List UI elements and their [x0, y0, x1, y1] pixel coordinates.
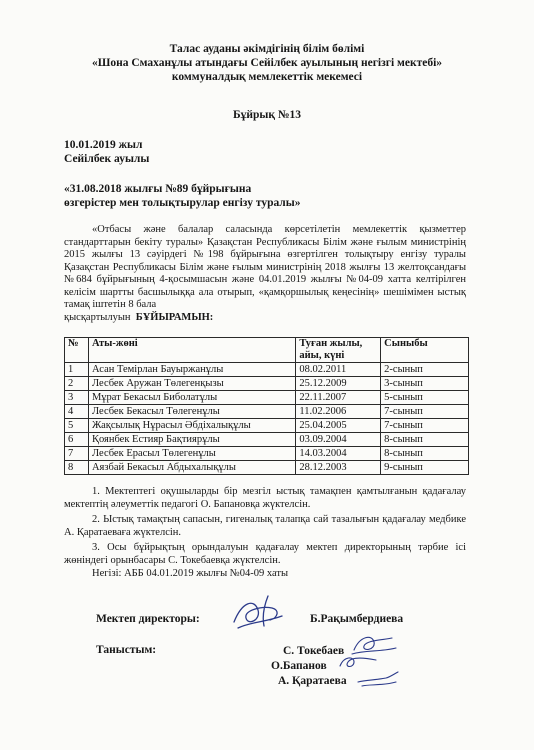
header-cell-birthdate: Туған жылы, айы, күні — [296, 338, 381, 363]
director-signature-icon — [228, 592, 288, 634]
signer-name-2: О.Бапанов — [271, 660, 327, 672]
signer-name-3: А. Қаратаева — [278, 675, 347, 687]
cell-birthdate: 11.02.2006 — [296, 405, 381, 419]
director-name: Б.Рақымбердиева — [310, 613, 404, 625]
cell-number: 4 — [65, 405, 89, 419]
signature-3-icon — [356, 668, 400, 690]
order-basis: Негізі: АББ 04.01.2019 жылғы №04-09 хаты — [92, 568, 289, 579]
cell-name: Асан Темірлан Бауыржанұлы — [88, 363, 295, 377]
table-row — [65, 433, 469, 447]
header-line-3: коммуналдық мемлекеттік мекемесі — [171, 71, 363, 83]
cell-birthdate: 28.12.2003 — [296, 461, 381, 475]
cell-number: 5 — [65, 419, 89, 433]
cell-number: 7 — [65, 447, 89, 461]
cell-birthdate: 25.12.2009 — [296, 377, 381, 391]
cell-grade: 7-сынып — [381, 405, 469, 419]
director-label: Мектеп директоры: — [96, 613, 200, 625]
preamble-paragraph — [64, 224, 466, 324]
cell-birthdate: 03.09.2004 — [296, 433, 381, 447]
students-table — [64, 337, 469, 475]
order-word: БҰЙЫРАМЫН: — [135, 311, 214, 323]
cell-name: Жақсылық Нұрасыл Әбдіхалықұлы — [88, 419, 295, 433]
table-row — [65, 419, 469, 433]
order-title: Бұйрық №13 — [233, 109, 301, 121]
table-row — [65, 377, 469, 391]
cell-grade: 8-сынып — [381, 433, 469, 447]
cell-number: 1 — [65, 363, 89, 377]
order-place: Сейілбек ауылы — [64, 153, 150, 165]
header-line-2: «Шона Смаханұлы атындағы Сейілбек ауылының негізгі мектебі» — [91, 57, 443, 69]
table-row — [65, 447, 469, 461]
cell-number: 2 — [65, 377, 89, 391]
cell-name: Аязбай Бекасыл Абдыхалықұлы — [88, 461, 295, 475]
order-date: 10.01.2019 жыл — [64, 139, 143, 151]
table-header-row — [65, 338, 469, 363]
order-item-2: 2. Ыстық тамақтың сапасын, гигеналық талапқа сай тазалығын қадағалау медбике А. Қаратаеваға жүктелсін. — [64, 514, 466, 538]
cell-number: 8 — [65, 461, 89, 475]
cell-number: 6 — [65, 433, 89, 447]
header-line-1: Талас ауданы әкімдігінің білім бөлімі — [169, 43, 365, 55]
order-item-1: 1. Мектептегі оқушыларды бір мезгіл ыстық тамақпен қамтылғанын қадағалау мектептің әлеуметтік педагогі О. Бапановқа жүктелсін. — [64, 486, 466, 510]
subject-line-2: өзгерістер мен толықтырулар енгізу туралы» — [64, 197, 301, 209]
cell-grade: 9-сынып — [381, 461, 469, 475]
cell-grade: 8-сынып — [381, 447, 469, 461]
cell-name: Лесбек Ерасыл Төлегенұлы — [88, 447, 295, 461]
table-row — [65, 461, 469, 475]
cell-grade: 2-сынып — [381, 363, 469, 377]
cell-grade: 5-сынып — [381, 391, 469, 405]
preamble-last-line: қысқартылуын — [64, 311, 131, 323]
cell-name: Қоянбек Естияр Бақтиярұлы — [88, 433, 295, 447]
subject-line-1: «31.08.2018 жылғы №89 бұйрығына — [64, 183, 252, 195]
cell-birthdate: 22.11.2007 — [296, 391, 381, 405]
cell-birthdate: 14.03.2004 — [296, 447, 381, 461]
header-cell-grade: Сыныбы — [381, 338, 469, 363]
cell-birthdate: 08.02.2011 — [296, 363, 381, 377]
table-row — [65, 405, 469, 419]
signer-name-1: С. Токебаев — [283, 645, 345, 657]
cell-grade: 7-сынып — [381, 419, 469, 433]
cell-number: 3 — [65, 391, 89, 405]
cell-name: Лесбек Аружан Төлегенқызы — [88, 377, 295, 391]
cell-name: Лесбек Бекасыл Төлегенұлы — [88, 405, 295, 419]
cell-grade: 3-сынып — [381, 377, 469, 391]
preamble-text: «Отбасы және балалар саласында көрсетілетін мемлекеттік қызметтер стандарттарын бекіту туралы» Қазақстан Республикасы Білім және ғылым министрінің 2015 жылғы 13 сәуірдегі №198 бұйрығына өзгертілген толықтыру енгізу туралы Қазақстан Республикасы Білім және ғылым министрінің 2018 жылғы 13 желтоқсандағы №684 бұйрығының 4-қосымшасын және 04.01.2019 жылғы №04-09 хатта келтірілген келісім шартты басшылыққа ала отырып, «қамқоршылық кеңесінің» шешімімен ыстық тамақ іштетін 8 бала — [64, 224, 466, 310]
order-item-3: 3. Осы бұйрықтың орындалуын қадағалау мектеп директорының тәрбие ісі жөніндегі орынбасары С. Токебаевқа жүктелсін. — [64, 542, 466, 566]
header-cell-number: № — [65, 338, 89, 363]
table-row — [65, 363, 469, 377]
header-cell-name: Аты-жөні — [88, 338, 295, 363]
cell-name: Мұрат Бекасыл Биболатұлы — [88, 391, 295, 405]
cell-birthdate: 25.04.2005 — [296, 419, 381, 433]
acquainted-label: Таныстым: — [96, 644, 157, 656]
table-row — [65, 391, 469, 405]
